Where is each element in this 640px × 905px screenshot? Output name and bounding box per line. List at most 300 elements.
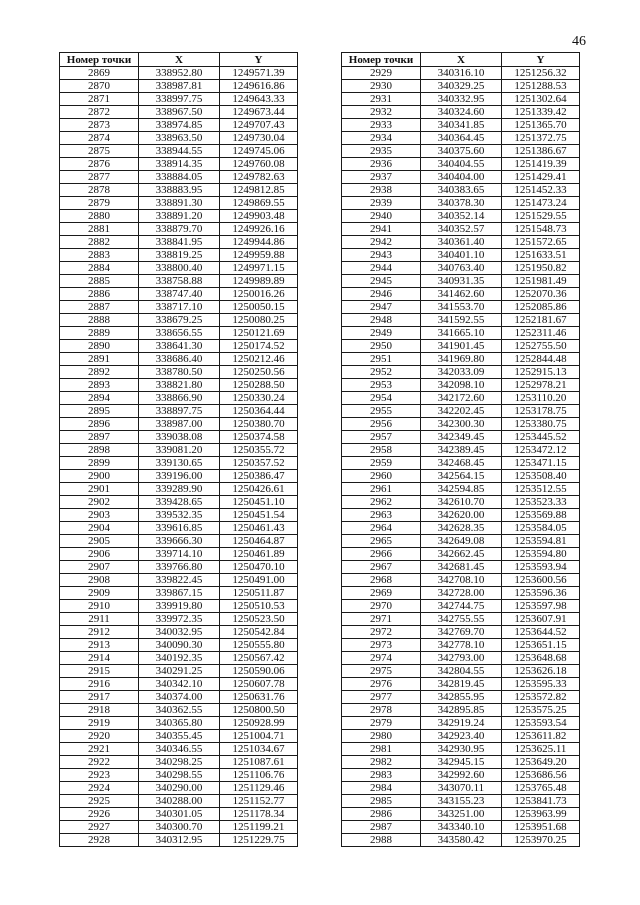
- table-row: [60, 353, 298, 366]
- table-row: [342, 184, 580, 197]
- table-row: [60, 249, 298, 262]
- table-row: [60, 548, 298, 561]
- point-number-cell: 2983: [342, 769, 421, 782]
- point-number-cell: 2976: [342, 678, 421, 691]
- x-coordinate-cell: 340365.80: [139, 717, 220, 730]
- x-coordinate-cell: 338866.90: [139, 392, 220, 405]
- x-coordinate-cell: 340090.30: [139, 639, 220, 652]
- point-number-cell: 2934: [342, 132, 421, 145]
- x-coordinate-cell: 340288.00: [139, 795, 220, 808]
- table-row: [60, 197, 298, 210]
- point-number-cell: 2877: [60, 171, 139, 184]
- point-number-cell: 2969: [342, 587, 421, 600]
- table-row: [60, 587, 298, 600]
- y-coordinate-cell: 1251087.61: [220, 756, 298, 769]
- table-row: [342, 743, 580, 756]
- x-coordinate-cell: 343070.11: [421, 782, 502, 795]
- y-coordinate-cell: 1253644.52: [502, 626, 580, 639]
- table-row: [342, 301, 580, 314]
- y-coordinate-cell: 1251339.42: [502, 106, 580, 119]
- y-coordinate-cell: 1250426.61: [220, 483, 298, 496]
- y-coordinate-cell: 1252755.50: [502, 340, 580, 353]
- y-coordinate-cell: 1253951.68: [502, 821, 580, 834]
- x-coordinate-cell: 343155.23: [421, 795, 502, 808]
- point-number-cell: 2897: [60, 431, 139, 444]
- point-number-cell: 2949: [342, 327, 421, 340]
- point-number-cell: 2906: [60, 548, 139, 561]
- x-coordinate-cell: 342389.45: [421, 444, 502, 457]
- table-body: [342, 67, 580, 847]
- x-coordinate-cell: 342662.45: [421, 548, 502, 561]
- point-number-cell: 2927: [60, 821, 139, 834]
- y-coordinate-cell: 1252915.13: [502, 366, 580, 379]
- point-number-cell: 2907: [60, 561, 139, 574]
- y-coordinate-cell: 1252844.48: [502, 353, 580, 366]
- point-number-cell: 2876: [60, 158, 139, 171]
- y-coordinate-cell: 1250355.72: [220, 444, 298, 457]
- table-row: [342, 535, 580, 548]
- table-row: [60, 119, 298, 132]
- point-number-cell: 2880: [60, 210, 139, 223]
- table-row: [60, 522, 298, 535]
- x-coordinate-cell: 342708.10: [421, 574, 502, 587]
- y-coordinate-cell: 1251372.75: [502, 132, 580, 145]
- x-coordinate-cell: 343340.10: [421, 821, 502, 834]
- table-row: [60, 704, 298, 717]
- y-coordinate-cell: 1249926.16: [220, 223, 298, 236]
- table-row: [60, 67, 298, 80]
- table-row: [342, 821, 580, 834]
- point-number-cell: 2959: [342, 457, 421, 470]
- table-row: [342, 730, 580, 743]
- point-number-header: Номер точки: [60, 53, 139, 67]
- y-coordinate-cell: 1252311.46: [502, 327, 580, 340]
- table-row: [342, 80, 580, 93]
- table-row: [342, 574, 580, 587]
- y-coordinate-cell: 1253380.75: [502, 418, 580, 431]
- x-coordinate-cell: 338963.50: [139, 132, 220, 145]
- table-row: [342, 808, 580, 821]
- table-row: [60, 210, 298, 223]
- y-coordinate-cell: 1249745.06: [220, 145, 298, 158]
- point-number-cell: 2898: [60, 444, 139, 457]
- x-coordinate-cell: 340332.95: [421, 93, 502, 106]
- y-coordinate-cell: 1250800.50: [220, 704, 298, 717]
- y-coordinate-cell: 1249782.63: [220, 171, 298, 184]
- point-number-header: Номер точки: [342, 53, 421, 67]
- y-coordinate-cell: 1249869.55: [220, 197, 298, 210]
- table-row: [60, 496, 298, 509]
- point-number-cell: 2936: [342, 158, 421, 171]
- y-coordinate-cell: 1251386.67: [502, 145, 580, 158]
- y-coordinate-cell: 1251199.21: [220, 821, 298, 834]
- y-coordinate-cell: 1252978.21: [502, 379, 580, 392]
- y-coordinate-cell: 1250542.84: [220, 626, 298, 639]
- y-coordinate-cell: 1250451.10: [220, 496, 298, 509]
- point-number-cell: 2966: [342, 548, 421, 561]
- point-number-cell: 2963: [342, 509, 421, 522]
- table-row: [342, 717, 580, 730]
- table-row: [342, 678, 580, 691]
- page-number: 46: [572, 34, 586, 49]
- table-row: [342, 275, 580, 288]
- table-row: [60, 314, 298, 327]
- y-coordinate-cell: 1250631.76: [220, 691, 298, 704]
- y-coordinate-cell: 1251129.46: [220, 782, 298, 795]
- point-number-cell: 2967: [342, 561, 421, 574]
- y-coordinate-cell: 1253178.75: [502, 405, 580, 418]
- x-coordinate-cell: 338819.25: [139, 249, 220, 262]
- y-coordinate-cell: 1253611.82: [502, 730, 580, 743]
- y-coordinate-cell: 1251633.51: [502, 249, 580, 262]
- point-number-cell: 2922: [60, 756, 139, 769]
- x-coordinate-cell: 340375.60: [421, 145, 502, 158]
- y-coordinate-cell: 1250374.58: [220, 431, 298, 444]
- table-row: [342, 626, 580, 639]
- y-coordinate-cell: 1253607.91: [502, 613, 580, 626]
- table-row: [342, 262, 580, 275]
- y-coordinate-cell: 1253648.68: [502, 652, 580, 665]
- table-row: [342, 548, 580, 561]
- x-coordinate-cell: 342769.70: [421, 626, 502, 639]
- x-coordinate-cell: 339196.00: [139, 470, 220, 483]
- table-row: [342, 210, 580, 223]
- x-coordinate-cell: 342945.15: [421, 756, 502, 769]
- point-number-cell: 2955: [342, 405, 421, 418]
- x-coordinate-cell: 342919.24: [421, 717, 502, 730]
- table-row: [342, 392, 580, 405]
- y-coordinate-cell: 1253575.25: [502, 704, 580, 717]
- table-row: [60, 665, 298, 678]
- point-number-cell: 2884: [60, 262, 139, 275]
- y-coordinate-cell: 1253584.05: [502, 522, 580, 535]
- table-row: [342, 444, 580, 457]
- x-coordinate-cell: 342468.45: [421, 457, 502, 470]
- x-coordinate-cell: 340312.95: [139, 834, 220, 847]
- table-row: [342, 483, 580, 496]
- table-row: [60, 795, 298, 808]
- table-row: [342, 691, 580, 704]
- y-coordinate-cell: 1249959.88: [220, 249, 298, 262]
- x-coordinate-cell: 338997.75: [139, 93, 220, 106]
- y-coordinate-cell: 1251034.67: [220, 743, 298, 756]
- point-number-cell: 2953: [342, 379, 421, 392]
- point-number-cell: 2874: [60, 132, 139, 145]
- x-coordinate-cell: 342778.10: [421, 639, 502, 652]
- y-coordinate-cell: 1252070.36: [502, 288, 580, 301]
- table-row: [60, 392, 298, 405]
- y-coordinate-cell: 1251302.64: [502, 93, 580, 106]
- x-coordinate-cell: 340298.25: [139, 756, 220, 769]
- table-row: [60, 600, 298, 613]
- table-row: [342, 756, 580, 769]
- table-row: [342, 223, 580, 236]
- x-coordinate-cell: 342610.70: [421, 496, 502, 509]
- point-number-cell: 2882: [60, 236, 139, 249]
- x-coordinate-cell: 339666.30: [139, 535, 220, 548]
- table-row: [342, 132, 580, 145]
- point-number-cell: 2925: [60, 795, 139, 808]
- y-coordinate-cell: 1251419.39: [502, 158, 580, 171]
- table-row: [342, 613, 580, 626]
- x-coordinate-cell: 342620.00: [421, 509, 502, 522]
- x-coordinate-cell: 339616.85: [139, 522, 220, 535]
- x-coordinate-cell: 342819.45: [421, 678, 502, 691]
- point-number-cell: 2984: [342, 782, 421, 795]
- y-coordinate-cell: 1253594.80: [502, 548, 580, 561]
- point-number-cell: 2982: [342, 756, 421, 769]
- table-header-row: [342, 53, 580, 67]
- x-coordinate-cell: 342895.85: [421, 704, 502, 717]
- table-row: [60, 561, 298, 574]
- table-row: [60, 769, 298, 782]
- point-number-cell: 2921: [60, 743, 139, 756]
- x-coordinate-cell: 340362.55: [139, 704, 220, 717]
- y-coordinate-cell: 1249673.44: [220, 106, 298, 119]
- point-number-cell: 2965: [342, 535, 421, 548]
- point-number-cell: 2975: [342, 665, 421, 678]
- point-number-cell: 2932: [342, 106, 421, 119]
- point-number-cell: 2924: [60, 782, 139, 795]
- x-coordinate-cell: 339972.35: [139, 613, 220, 626]
- y-coordinate-cell: 1250470.10: [220, 561, 298, 574]
- table-row: [342, 665, 580, 678]
- x-coordinate-cell: 340300.70: [139, 821, 220, 834]
- y-coordinate-cell: 1253508.40: [502, 470, 580, 483]
- y-coordinate-cell: 1253970.25: [502, 834, 580, 847]
- point-number-cell: 2894: [60, 392, 139, 405]
- point-number-cell: 2910: [60, 600, 139, 613]
- y-coordinate-cell: 1250555.80: [220, 639, 298, 652]
- table-row: [342, 587, 580, 600]
- point-number-cell: 2912: [60, 626, 139, 639]
- point-number-cell: 2881: [60, 223, 139, 236]
- y-coordinate-cell: 1250050.15: [220, 301, 298, 314]
- x-coordinate-cell: 340404.55: [421, 158, 502, 171]
- x-coordinate-cell: 338879.70: [139, 223, 220, 236]
- y-coordinate-cell: 1253626.18: [502, 665, 580, 678]
- point-number-cell: 2895: [60, 405, 139, 418]
- y-coordinate-cell: 1250357.52: [220, 457, 298, 470]
- table-row: [60, 717, 298, 730]
- x-coordinate-cell: 343580.42: [421, 834, 502, 847]
- point-number-cell: 2957: [342, 431, 421, 444]
- table-row: [342, 470, 580, 483]
- x-coordinate-cell: 340346.55: [139, 743, 220, 756]
- y-coordinate-cell: 1253963.99: [502, 808, 580, 821]
- table-body: [60, 67, 298, 847]
- table-row: [60, 652, 298, 665]
- y-coordinate-cell: 1253472.12: [502, 444, 580, 457]
- table-row: [342, 561, 580, 574]
- y-coordinate-cell: 1253471.15: [502, 457, 580, 470]
- y-coordinate-cell: 1253593.54: [502, 717, 580, 730]
- x-coordinate-cell: 339038.08: [139, 431, 220, 444]
- y-coordinate-cell: 1251429.41: [502, 171, 580, 184]
- table-row: [60, 405, 298, 418]
- x-coordinate-cell: 342202.45: [421, 405, 502, 418]
- table-row: [342, 639, 580, 652]
- point-number-cell: 2919: [60, 717, 139, 730]
- y-coordinate-cell: 1250380.70: [220, 418, 298, 431]
- point-number-cell: 2899: [60, 457, 139, 470]
- table-row: [342, 704, 580, 717]
- x-coordinate-cell: 338974.85: [139, 119, 220, 132]
- x-coordinate-cell: 340301.05: [139, 808, 220, 821]
- x-coordinate-cell: 340763.40: [421, 262, 502, 275]
- x-coordinate-cell: 339289.90: [139, 483, 220, 496]
- y-coordinate-cell: 1251229.75: [220, 834, 298, 847]
- y-coordinate-cell: 1249730.04: [220, 132, 298, 145]
- y-coordinate-cell: 1253649.20: [502, 756, 580, 769]
- table-row: [60, 743, 298, 756]
- point-number-cell: 2891: [60, 353, 139, 366]
- y-coordinate-header: Y: [502, 53, 580, 67]
- point-number-cell: 2878: [60, 184, 139, 197]
- point-number-cell: 2900: [60, 470, 139, 483]
- table-row: [60, 483, 298, 496]
- x-coordinate-cell: 340374.00: [139, 691, 220, 704]
- table-row: [342, 600, 580, 613]
- x-coordinate-header: X: [139, 53, 220, 67]
- point-number-cell: 2913: [60, 639, 139, 652]
- x-coordinate-cell: 338967.50: [139, 106, 220, 119]
- point-number-cell: 2962: [342, 496, 421, 509]
- y-coordinate-cell: 1253569.88: [502, 509, 580, 522]
- y-coordinate-cell: 1250928.99: [220, 717, 298, 730]
- y-coordinate-cell: 1249944.86: [220, 236, 298, 249]
- point-number-cell: 2902: [60, 496, 139, 509]
- point-number-cell: 2915: [60, 665, 139, 678]
- point-number-cell: 2883: [60, 249, 139, 262]
- x-coordinate-cell: 338821.80: [139, 379, 220, 392]
- y-coordinate-cell: 1249616.86: [220, 80, 298, 93]
- table-row: [60, 184, 298, 197]
- table-row: [60, 93, 298, 106]
- x-coordinate-cell: 338914.35: [139, 158, 220, 171]
- coordinates-table-left: [59, 52, 298, 847]
- table-row: [342, 834, 580, 847]
- x-coordinate-cell: 338679.25: [139, 314, 220, 327]
- y-coordinate-cell: 1253594.81: [502, 535, 580, 548]
- table-row: [342, 340, 580, 353]
- point-number-cell: 2870: [60, 80, 139, 93]
- point-number-cell: 2909: [60, 587, 139, 600]
- point-number-cell: 2931: [342, 93, 421, 106]
- point-number-cell: 2981: [342, 743, 421, 756]
- point-number-cell: 2960: [342, 470, 421, 483]
- table-row: [60, 275, 298, 288]
- point-number-cell: 2869: [60, 67, 139, 80]
- y-coordinate-cell: 1250607.78: [220, 678, 298, 691]
- y-coordinate-cell: 1249707.43: [220, 119, 298, 132]
- table-row: [342, 158, 580, 171]
- table-row: [60, 678, 298, 691]
- point-number-cell: 2911: [60, 613, 139, 626]
- point-number-cell: 2945: [342, 275, 421, 288]
- x-coordinate-cell: 338884.05: [139, 171, 220, 184]
- y-coordinate-cell: 1251106.76: [220, 769, 298, 782]
- y-coordinate-cell: 1251981.49: [502, 275, 580, 288]
- table-row: [60, 327, 298, 340]
- point-number-cell: 2890: [60, 340, 139, 353]
- y-coordinate-cell: 1251256.32: [502, 67, 580, 80]
- point-number-cell: 2875: [60, 145, 139, 158]
- table-row: [60, 691, 298, 704]
- x-coordinate-cell: 338891.30: [139, 197, 220, 210]
- point-number-cell: 2879: [60, 197, 139, 210]
- x-coordinate-cell: 338897.75: [139, 405, 220, 418]
- point-number-cell: 2917: [60, 691, 139, 704]
- x-coordinate-cell: 342930.95: [421, 743, 502, 756]
- x-coordinate-cell: 338686.40: [139, 353, 220, 366]
- table-row: [60, 366, 298, 379]
- table-row: [60, 379, 298, 392]
- y-coordinate-cell: 1251572.65: [502, 236, 580, 249]
- table-row: [342, 431, 580, 444]
- x-coordinate-cell: 338883.95: [139, 184, 220, 197]
- table-header-row: [60, 53, 298, 67]
- x-coordinate-header: X: [421, 53, 502, 67]
- table-row: [60, 626, 298, 639]
- x-coordinate-cell: 340298.55: [139, 769, 220, 782]
- point-number-cell: 2939: [342, 197, 421, 210]
- x-coordinate-cell: 341969.80: [421, 353, 502, 366]
- point-number-cell: 2954: [342, 392, 421, 405]
- table-row: [60, 444, 298, 457]
- point-number-cell: 2971: [342, 613, 421, 626]
- point-number-cell: 2908: [60, 574, 139, 587]
- point-number-cell: 2940: [342, 210, 421, 223]
- y-coordinate-cell: 1250080.25: [220, 314, 298, 327]
- y-coordinate-cell: 1250511.87: [220, 587, 298, 600]
- point-number-cell: 2943: [342, 249, 421, 262]
- point-number-cell: 2985: [342, 795, 421, 808]
- y-coordinate-cell: 1253110.20: [502, 392, 580, 405]
- point-number-cell: 2968: [342, 574, 421, 587]
- x-coordinate-cell: 340342.10: [139, 678, 220, 691]
- y-coordinate-cell: 1250121.69: [220, 327, 298, 340]
- x-coordinate-cell: 338952.80: [139, 67, 220, 80]
- point-number-cell: 2970: [342, 600, 421, 613]
- point-number-cell: 2893: [60, 379, 139, 392]
- y-coordinate-cell: 1253600.56: [502, 574, 580, 587]
- y-coordinate-cell: 1253625.11: [502, 743, 580, 756]
- table-row: [60, 340, 298, 353]
- point-number-cell: 2980: [342, 730, 421, 743]
- x-coordinate-cell: 340352.57: [421, 223, 502, 236]
- table-row: [60, 236, 298, 249]
- table-row: [60, 639, 298, 652]
- table-row: [60, 509, 298, 522]
- table-row: [342, 795, 580, 808]
- point-number-cell: 2935: [342, 145, 421, 158]
- x-coordinate-cell: 340931.35: [421, 275, 502, 288]
- x-coordinate-cell: 339919.80: [139, 600, 220, 613]
- x-coordinate-cell: 340383.65: [421, 184, 502, 197]
- table-row: [342, 314, 580, 327]
- x-coordinate-cell: 342628.35: [421, 522, 502, 535]
- y-coordinate-cell: 1249643.33: [220, 93, 298, 106]
- y-coordinate-cell: 1253765.48: [502, 782, 580, 795]
- x-coordinate-cell: 339130.65: [139, 457, 220, 470]
- x-coordinate-cell: 338891.20: [139, 210, 220, 223]
- y-coordinate-cell: 1250464.87: [220, 535, 298, 548]
- point-number-cell: 2979: [342, 717, 421, 730]
- table-row: [60, 288, 298, 301]
- table-row: [60, 756, 298, 769]
- point-number-cell: 2978: [342, 704, 421, 717]
